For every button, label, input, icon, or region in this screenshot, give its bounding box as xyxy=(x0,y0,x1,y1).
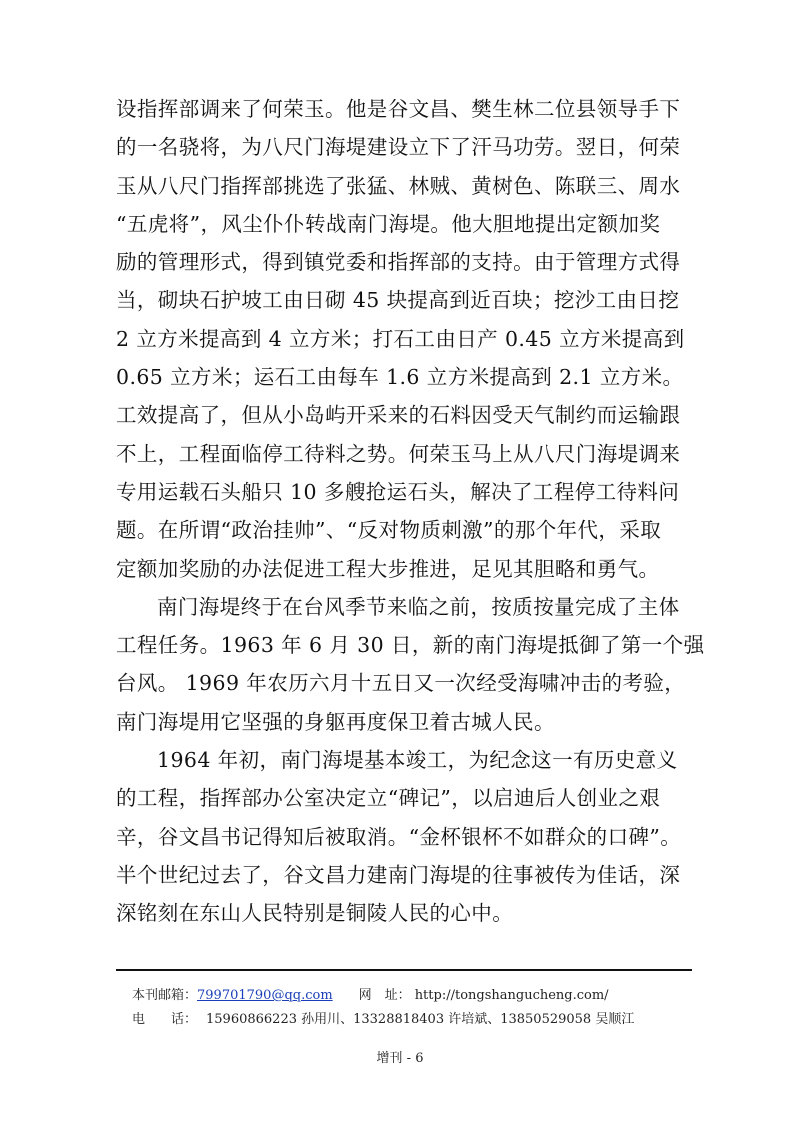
body-line: 题。在所谓“政治挂帅”、“反对物质刺激”的那个年代，采取 xyxy=(116,518,662,543)
body-line: 工效提高了，但从小岛屿开采来的石料因受天气制约而运输跟 xyxy=(116,403,681,428)
page-footer xyxy=(132,984,692,1032)
email-link[interactable]: 799701790@qq.com xyxy=(197,988,333,1003)
phone-numbers: 15960866223 孙用川、13328818403 许培斌、13850529058 吴顺江 xyxy=(206,1012,635,1027)
paragraph-start-line: 1964 年初，南门海堤基本竣工，为纪念这一有历史意义 xyxy=(157,748,678,773)
body-line: 当，砌块石护坡工由日砌 45 块提高到近百块；挖沙工由日挖 xyxy=(116,288,680,313)
footer-divider xyxy=(116,969,692,971)
footer-contact-row xyxy=(132,984,692,1008)
body-line: 2 立方米提高到 4 立方米；打石工由日产 0.45 立方米提高到 xyxy=(116,326,685,351)
body-line: 设指挥部调来了何荣玉。他是谷文昌、樊生林二位县领导手下 xyxy=(116,97,681,121)
body-line: 不上，工程面临停工待料之势。何荣玉马上从八尺门海堤调来 xyxy=(116,441,681,466)
body-line: 工程任务。1963 年 6 月 30 日，新的南门海堤抵御了第一个强 xyxy=(116,633,705,658)
body-line: “五虎将”，风尘仆仆转战南门海堤。他大胆地提出定额加奖 xyxy=(116,211,661,236)
body-line: 励的管理形式，得到镇党委和指挥部的支持。由于管理方式得 xyxy=(116,250,681,275)
body-line: 南门海堤用它坚强的身躯再度保卫着古城人民。 xyxy=(116,709,555,734)
article-body xyxy=(116,90,705,933)
website-label: 网 址： xyxy=(358,988,411,1003)
paragraph-start-line: 南门海堤终于在台风季节来临之前，按质按量完成了主体 xyxy=(157,594,680,619)
page-number: 增刊 - 6 xyxy=(376,1051,424,1066)
body-line: 定额加奖励的办法促进工程大步推进，足见其胆略和勇气。 xyxy=(116,556,660,581)
phone-label: 电 话： xyxy=(132,1012,198,1027)
body-line: 深铭刻在东山人民特别是铜陵人民的心中。 xyxy=(116,901,514,926)
body-line: 玉从八尺门指挥部挑选了张猛、林贼、黄树色、陈联三、周水 xyxy=(116,173,681,198)
body-line: 台风。 1969 年农历六月十五日又一次经受海啸冲击的考验， xyxy=(116,671,686,696)
body-line: 半个世纪过去了，谷文昌力建南门海堤的往事被传为佳话，深 xyxy=(116,862,681,887)
body-line: 的工程，指挥部办公室决定立“碑记”，以启迪后人创业之艰 xyxy=(116,786,661,811)
email-label: 本刊邮箱： xyxy=(132,988,198,1003)
body-line: 专用运载石头船只 10 多艘抢运石头，解决了工程停工待料问 xyxy=(116,479,680,504)
body-line: 的一名骁将，为八尺门海堤建设立下了汗马功劳。翌日，何荣 xyxy=(116,135,681,160)
body-line: 辛，谷文昌书记得知后被取消。“金杯银杯不如群众的口碑”。 xyxy=(116,824,682,849)
body-line: 0.65 立方米；运石工由每车 1.6 立方米提高到 2.1 立方米。 xyxy=(116,365,684,390)
footer-phone-row xyxy=(132,1008,692,1032)
website-url[interactable]: http://tongshangucheng.com/ xyxy=(414,988,609,1003)
